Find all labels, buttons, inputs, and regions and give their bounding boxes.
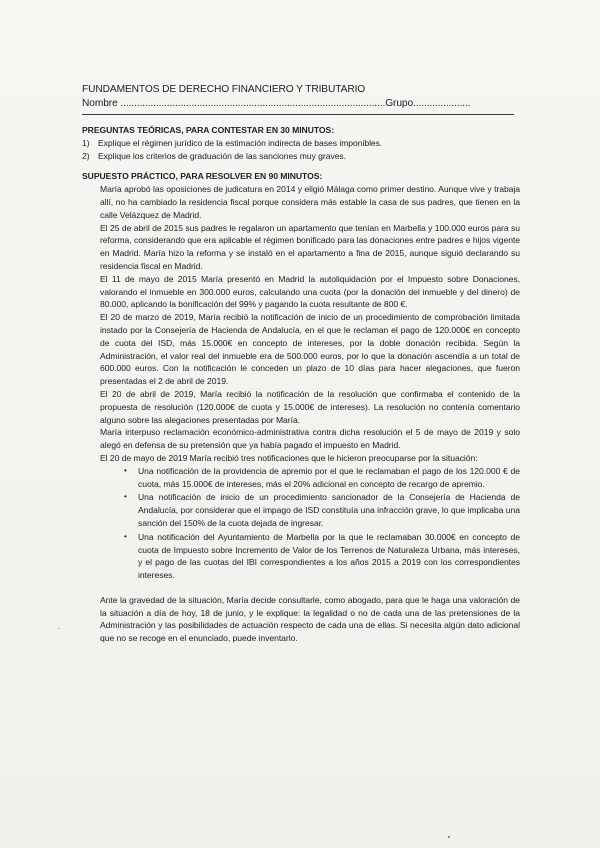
student-name-line [82,97,512,111]
bullet-icon: • [124,531,127,541]
notification-text: Una notificación de la providencia de apremio por el que le reclamaban el pago de los 120.000 € de cuota, más 15.000€ de intereses, más el 20% adicional en concepto de recargo de apremio. [138,465,520,489]
case-paragraph: El 20 de abril de 2019, María recibió la notificación de la resolución que confirmaba el contenido de la propuesta de resolución (120.000€ de cuota y 15.000€ de intereses). La resolución no contenía comentario alguno sobre las alegaciones presentadas por María. [100,388,520,425]
notification-text: Una notificación del Ayuntamiento de Marbella por la que le reclamaban 30.000€ en concepto de cuota de Impuesto sobre Incremento de Valor de los Terrenos de Naturaleza Urbana, más intereses, y el pago de las cuotas del IBI correspondientes a los años 2015 a 2019 con los correspondientes intereses. [138,531,520,581]
theory-question [82,150,522,163]
notification-item [124,465,520,491]
question-text: Explique los criterios de graduación de las sanciones muy graves. [98,150,347,161]
case-paragraph: El 11 de mayo de 2015 María presentó en Madrid la autoliquidación por el Impuesto sobre Donaciones, valorando el inmueble en 300.000 euros, calculando una cuota (por la donación del inmueble y del dinero) de 80.000, aplicando la bonificación del 99% y pagando la cuota resultante de 800 €. [100,273,520,310]
group-dots: ..................... [413,98,471,109]
closing-paragraph: Ante la gravedad de la situación, María decide consultarle, como abogado, para que le haga una valoración de la situación a día de hoy, 18 de junio, y le explique: la legalidad o no de cada una de las pretensiones de la Administración y las posibilidades de actuación respecto de cada una de ellas. Si necesita algún dato adicional que no se recoge en el enunciado, puede inventarlo. [100,594,520,644]
notification-list [100,465,520,582]
practical-case-body [82,183,520,645]
practical-heading: SUPUESTO PRÁCTICO, PARA RESOLVER EN 90 MINUTOS: [82,171,323,182]
header-divider [82,114,514,115]
theory-question [82,137,522,150]
question-number: 2) [82,150,90,161]
scan-speck [448,836,450,838]
case-paragraph: El 20 de marzo de 2019, María recibió la notificación de inicio de un procedimiento de comprobación limitada instado por la Consejería de Hacienda de Andalucía, en el que le reclaman el pago de 120.000€ en concepto de cuota del ISD, más 15.000€ en concepto de intereses, por la doble donación recibida. Según la Administración, el valor real del inmueble era de 500.000 euros, por lo que la donación ascendía a un total de 600.000 euros. Con la notificación le conceden un plazo de 10 días para hacer alegaciones, que fueron presentadas el 2 de abril de 2019. [100,312,520,387]
notification-item [124,531,520,582]
question-text: Explique el régimen jurídico de la estimación indirecta de bases imponibles. [98,137,383,148]
bullet-icon: • [124,492,127,502]
group-label: Grupo [385,98,414,109]
case-paragraph: El 20 de mayo de 2019 María recibió tres notificaciones que le hicieron preocuparse por la situación: [100,452,478,463]
case-paragraph: María interpuso reclamación económico-administrativa contra dicha resolución el 5 de mayo de 2019 y solo alegó en defensa de su pretensión que ya había pagado el impuesto en Madrid. [100,427,520,451]
course-title: FUNDAMENTOS DE DERECHO FINANCIERO Y TRIBUTARIO [82,84,366,95]
theory-heading: PREGUNTAS TEÓRICAS, PARA CONTESTAR EN 30 MINUTOS: [82,125,335,135]
name-dots: ................................................................................................. [120,98,386,109]
exam-content [82,124,522,645]
exam-header [82,83,512,111]
case-paragraph: El 25 de abril de 2015 sus padres le regalaron un apartamento que tenían en Marbella y 100.000 euros para su reforma, considerando que era aplicable el régimen bonificado para las donaciones entre padres e hijos vigente en Madrid. María hizo la reforma y se instaló en el apartamento a fina de 2015, aunque siguió declarando su residencia fiscal en Madrid. [100,222,520,271]
notification-item [124,491,520,529]
notification-text: Una notificación de inicio de un procedimiento sancionador de la Consejería de Hacienda de Andalucía, por considerar que el impago de ISD constituía una infracción grave, lo que implicaba una sanción del 150% de la cuota dejada de ingresar. [138,492,520,528]
scan-speck [58,628,59,629]
theory-question-list [82,137,522,163]
question-number: 1) [82,137,90,148]
bullet-icon: • [124,465,127,475]
name-label: Nombre [82,98,118,109]
case-paragraph: María aprobó las oposiciones de judicatura en 2014 y eligió Málaga como primer destino. Aunque vive y trabaja allí, no ha cambiado la residencia fiscal porque considera más estable la casa de sus padres, que tienen en la calle Velázquez de Madrid. [100,184,520,220]
